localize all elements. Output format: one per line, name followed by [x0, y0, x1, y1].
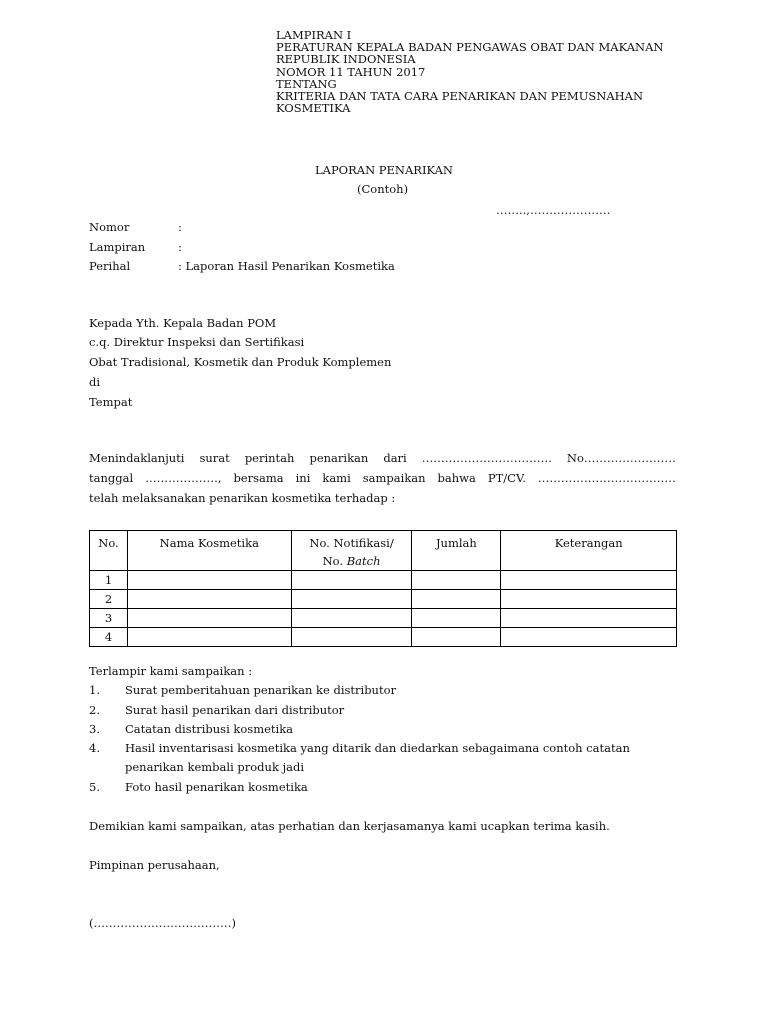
recipient-line: Tempat	[89, 395, 133, 409]
word: bersama	[233, 471, 284, 485]
word: ………………………………	[537, 471, 676, 485]
list-text: Foto hasil penarikan kosmetika	[125, 779, 308, 794]
cell-notifikasi	[291, 590, 412, 609]
header-line: LAMPIRAN I	[276, 28, 352, 42]
word: ini	[295, 471, 311, 485]
list-item	[89, 681, 630, 700]
row-number: 2	[90, 590, 128, 609]
list-text-continued: penarikan kembali produk jadi	[125, 760, 305, 775]
attachment-intro: Terlampir kami sampaikan :	[89, 664, 253, 678]
nomor-label: Nomor	[89, 220, 130, 234]
word: PT/CV.	[487, 471, 526, 485]
header-line: NOMOR 11 TAHUN 2017	[276, 64, 426, 79]
header-line: KOSMETIKA	[276, 101, 351, 116]
word: bahwa	[437, 471, 476, 485]
list-text: Surat pemberitahuan penarikan ke distributor	[125, 683, 397, 698]
header-line: KRITERIA DAN TATA CARA PENARIKAN DAN PEMUSNAHAN	[276, 89, 644, 104]
list-text: Surat hasil penarikan dari distributor	[125, 702, 345, 717]
cell-jumlah	[412, 590, 501, 609]
table-row	[90, 609, 677, 628]
word: surat	[199, 451, 230, 465]
list-text: Catatan distribusi kosmetika	[125, 721, 294, 736]
col-header-notifikasi	[291, 531, 412, 571]
perihal-label: Perihal	[89, 259, 131, 273]
word: penarikan	[309, 451, 369, 465]
table-row	[90, 628, 677, 647]
table-row	[90, 590, 677, 609]
cell-notifikasi	[291, 609, 412, 628]
col-header-nama: Nama Kosmetika	[127, 531, 291, 571]
regulation-header	[276, 29, 663, 114]
col-header-jumlah: Jumlah	[412, 531, 501, 571]
list-item	[89, 720, 630, 739]
table-header-row	[90, 531, 677, 571]
notifikasi-label: No. Notifikasi/	[309, 536, 394, 550]
lampiran-colon: :	[178, 240, 182, 254]
signoff: Pimpinan perusahaan,	[89, 858, 220, 872]
list-number: 2.	[89, 702, 100, 717]
col-header-keterangan: Keterangan	[501, 531, 677, 571]
word: dari	[383, 451, 407, 465]
list-item	[89, 778, 630, 797]
header-line: REPUBLIK INDONESIA	[276, 52, 416, 67]
attachment-list	[89, 662, 630, 797]
cell-jumlah	[412, 628, 501, 647]
cell-jumlah	[412, 571, 501, 590]
recipient-line: Kepada Yth. Kepala Badan POM	[89, 316, 277, 330]
recall-table	[89, 530, 677, 647]
cell-nama	[127, 571, 291, 590]
batch-label-prefix: No.	[322, 554, 347, 568]
row-number: 3	[90, 609, 128, 628]
table-row	[90, 571, 677, 590]
body-line-2	[89, 468, 676, 488]
list-item	[89, 701, 630, 720]
row-number: 4	[90, 628, 128, 647]
body-line-3: telah melaksanakan penarikan kosmetika terhadap :	[89, 491, 396, 505]
word: tanggal	[89, 471, 134, 485]
recipient-line: di	[89, 375, 101, 389]
document-subtitle: (Contoh)	[357, 182, 409, 196]
word: perintah	[244, 451, 295, 465]
signature-line: (………………………………)	[89, 916, 236, 930]
header-line: TENTANG	[276, 76, 337, 91]
word: No……………………	[566, 451, 676, 465]
word: kami	[322, 471, 351, 485]
body-paragraph	[89, 448, 676, 508]
list-number: 3.	[89, 721, 100, 736]
word: ……………….,	[145, 471, 222, 485]
lampiran-label: Lampiran	[89, 240, 146, 254]
word: Menindaklanjuti	[89, 451, 185, 465]
header-line: PERATURAN KEPALA BADAN PENGAWAS OBAT DAN MAKANAN	[276, 40, 664, 55]
document-title: LAPORAN PENARIKAN	[315, 163, 453, 177]
list-item	[89, 739, 630, 758]
word: …………………………….	[421, 451, 552, 465]
recipient-line: c.q. Direktur Inspeksi dan Sertifikasi	[89, 335, 305, 349]
col-header-no: No.	[90, 531, 128, 571]
cell-nama	[127, 628, 291, 647]
cell-keterangan	[501, 628, 677, 647]
date-line: ……..,…………………	[496, 203, 611, 217]
list-number: 4.	[89, 741, 100, 756]
closing-sentence: Demikian kami sampaikan, atas perhatian dan kerjasamanya kami ucapkan terima kasih.	[89, 819, 610, 833]
word: sampaikan	[362, 471, 426, 485]
cell-jumlah	[412, 609, 501, 628]
perihal-value: : Laporan Hasil Penarikan Kosmetika	[178, 259, 395, 273]
cell-notifikasi	[291, 571, 412, 590]
cell-keterangan	[501, 590, 677, 609]
batch-label: Batch	[346, 554, 381, 568]
cell-keterangan	[501, 571, 677, 590]
cell-nama	[127, 590, 291, 609]
row-number: 1	[90, 571, 128, 590]
recipient-line: Obat Tradisional, Kosmetik dan Produk Komplemen	[89, 355, 392, 369]
list-number: 1.	[89, 683, 100, 698]
list-number: 5.	[89, 779, 100, 794]
body-line-1	[89, 448, 676, 468]
list-text: Hasil inventarisasi kosmetika yang ditarik dan diedarkan sebagaimana contoh catatan	[125, 741, 630, 756]
cell-notifikasi	[291, 628, 412, 647]
cell-nama	[127, 609, 291, 628]
cell-keterangan	[501, 609, 677, 628]
nomor-colon: :	[178, 220, 182, 234]
